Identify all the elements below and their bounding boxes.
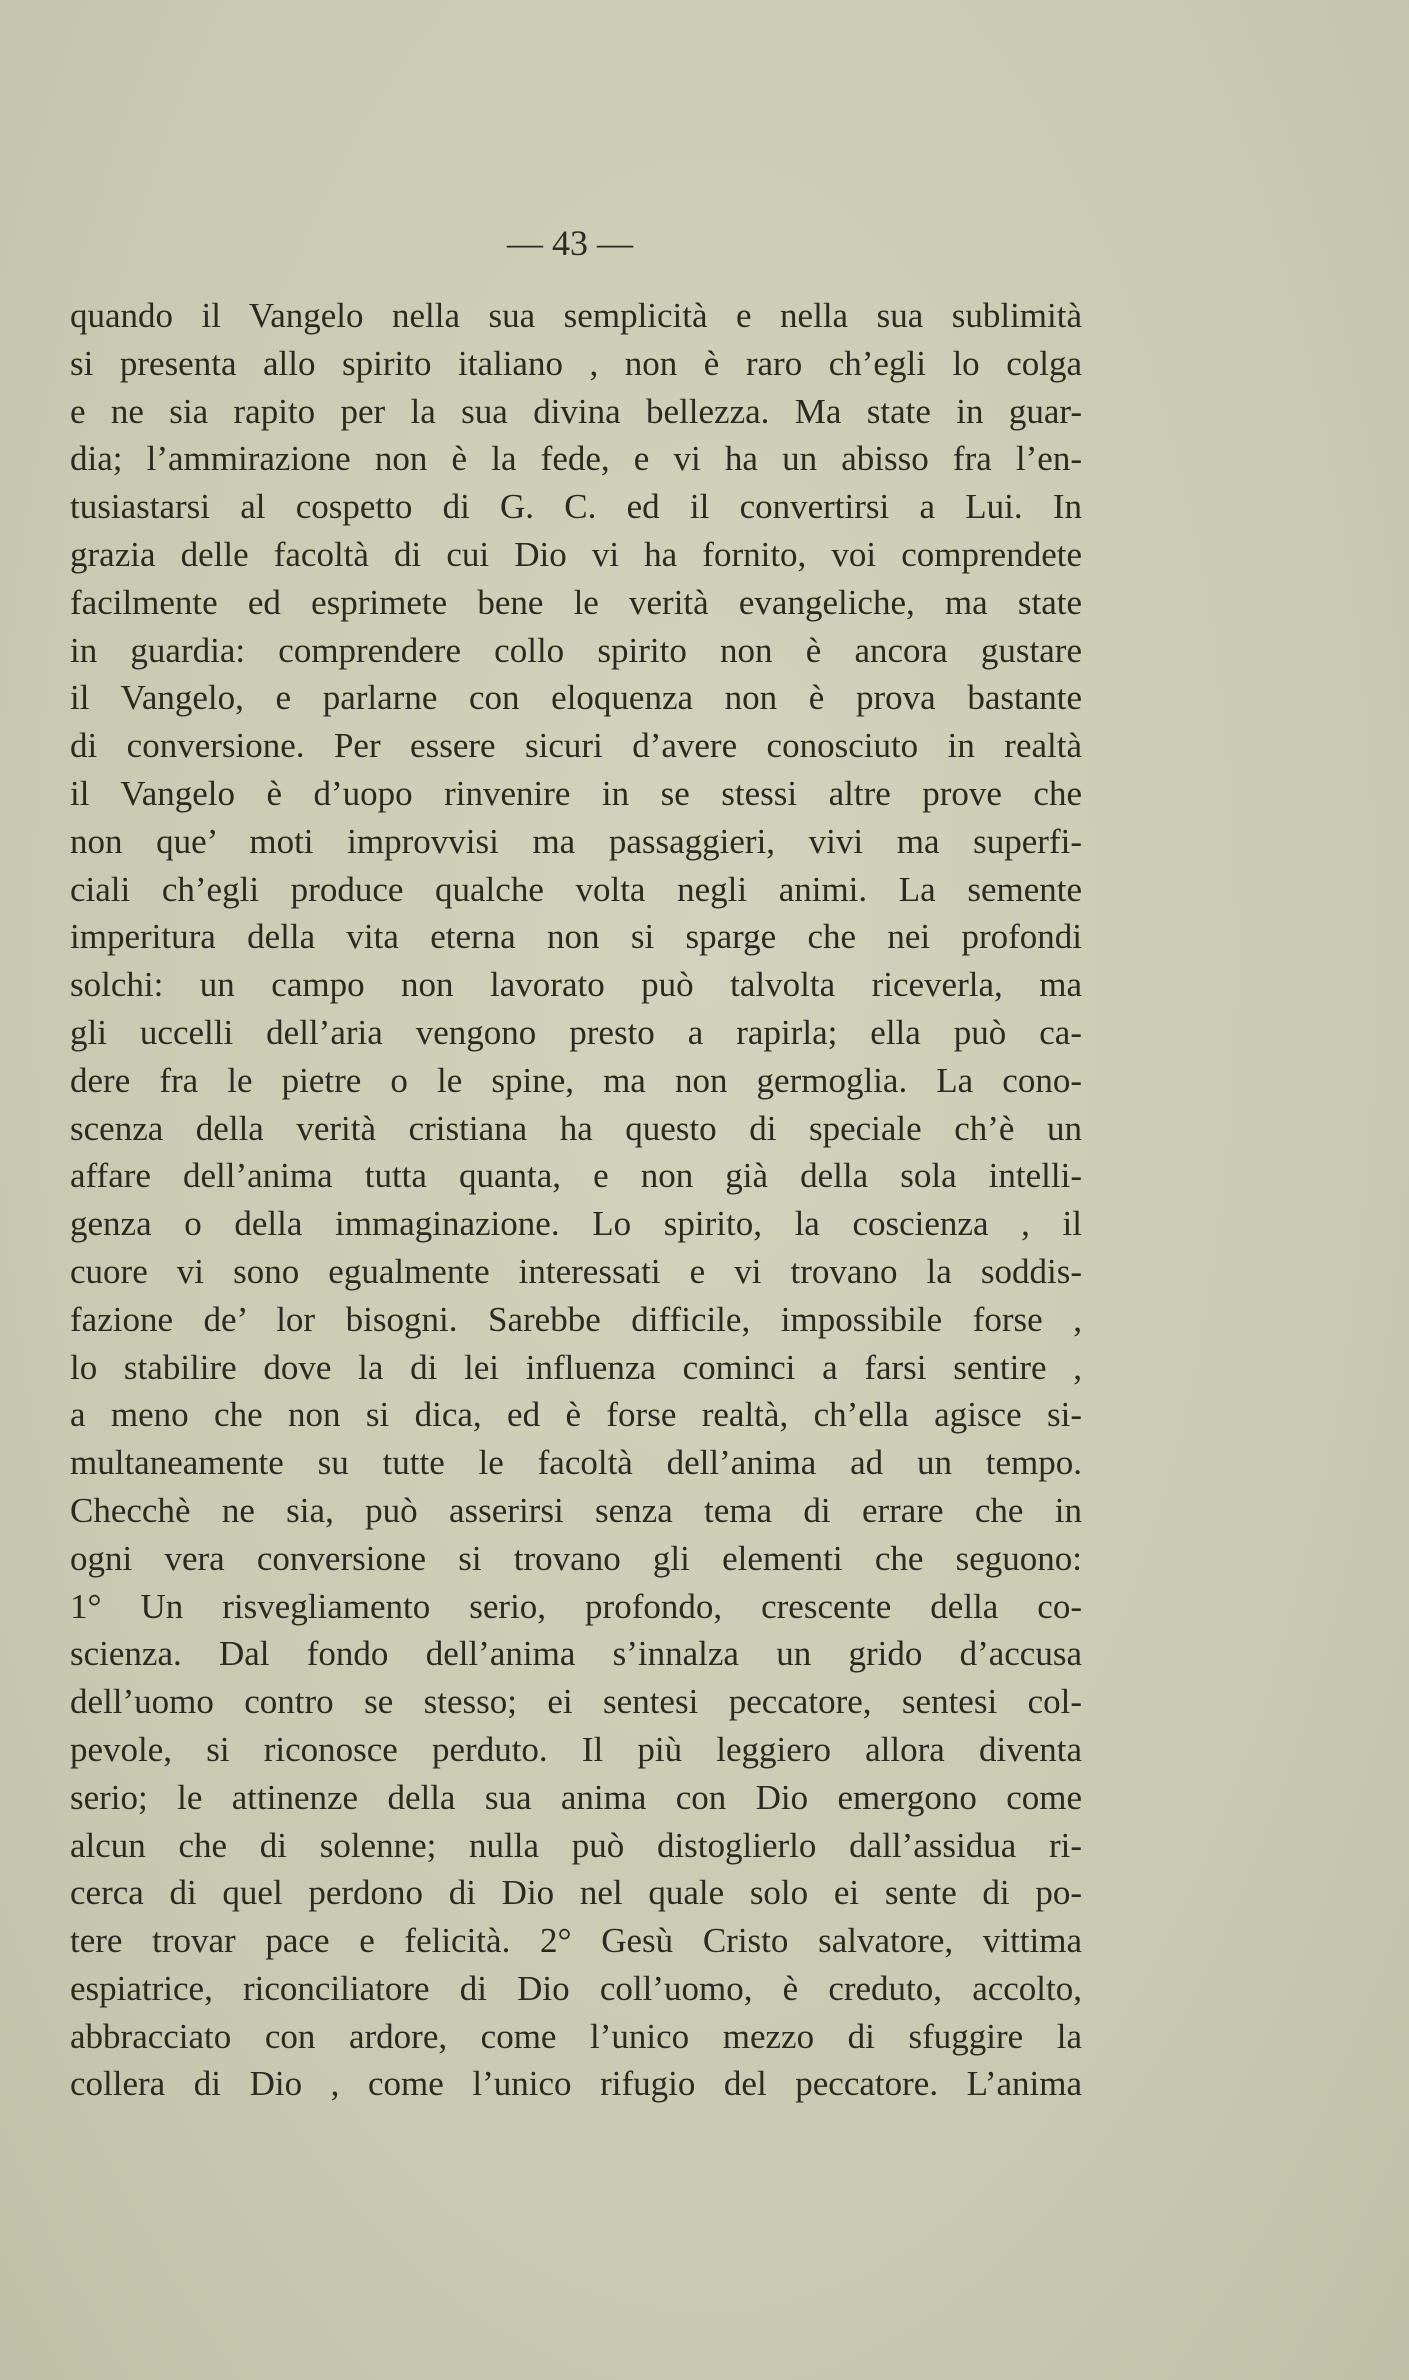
text-line: non que’ moti improvvisi ma passaggieri, vivi ma superfi- bbox=[70, 821, 1082, 861]
page-number: — 43 — bbox=[507, 223, 633, 263]
text-line: in guardia: comprendere collo spirito non è ancora gustare bbox=[70, 630, 1082, 670]
text-line: cuore vi sono egualmente interessati e vi trovano la soddis- bbox=[70, 1251, 1082, 1291]
text-line: si presenta allo spirito italiano , non è raro ch’egli lo colga bbox=[70, 343, 1082, 383]
body-text bbox=[70, 292, 1082, 2108]
text-line: 1° Un risvegliamento serio, profondo, crescente della co- bbox=[70, 1586, 1082, 1626]
text-line: ciali ch’egli produce qualche volta negli animi. La semente bbox=[70, 869, 1082, 909]
text-line: lo stabilire dove la di lei influenza cominci a farsi sentire , bbox=[70, 1347, 1082, 1387]
text-line: di conversione. Per essere sicuri d’avere conosciuto in realtà bbox=[70, 726, 1082, 766]
text-line: solchi: un campo non lavorato può talvolta riceverla, ma bbox=[70, 965, 1082, 1005]
text-line: e ne sia rapito per la sua divina bellezza. Ma state in guar- bbox=[70, 391, 1082, 431]
text-line: il Vangelo è d’uopo rinvenire in se stessi altre prove che bbox=[70, 773, 1082, 813]
text-line: grazia delle facoltà di cui Dio vi ha fornito, voi comprendete bbox=[70, 534, 1082, 574]
text-line: abbracciato con ardore, come l’unico mezzo di sfuggire la bbox=[70, 2016, 1082, 2056]
text-line: cerca di quel perdono di Dio nel quale solo ei sente di po- bbox=[70, 1873, 1082, 1913]
text-line: gli uccelli dell’aria vengono presto a rapirla; ella può ca- bbox=[70, 1012, 1082, 1052]
text-line: espiatrice, riconciliatore di Dio coll’uomo, è creduto, accolto, bbox=[70, 1968, 1082, 2008]
text-line: Checchè ne sia, può asserirsi senza tema di errare che in bbox=[70, 1490, 1082, 1530]
text-line: scienza. Dal fondo dell’anima s’innalza un grido d’accusa bbox=[70, 1634, 1082, 1674]
text-line: genza o della immaginazione. Lo spirito, la coscienza , il bbox=[70, 1204, 1082, 1244]
text-line: il Vangelo, e parlarne con eloquenza non è prova bastante bbox=[70, 678, 1082, 718]
text-line: tere trovar pace e felicità. 2° Gesù Cristo salvatore, vittima bbox=[70, 1921, 1082, 1961]
text-line: affare dell’anima tutta quanta, e non già della sola intelli- bbox=[70, 1156, 1082, 1196]
text-line: serio; le attinenze della sua anima con Dio emergono come bbox=[70, 1777, 1082, 1817]
text-line: a meno che non si dica, ed è forse realtà, ch’ella agisce si- bbox=[70, 1395, 1082, 1435]
text-line: dell’uomo contro se stesso; ei sentesi peccatore, sentesi col- bbox=[70, 1682, 1082, 1722]
text-line: scenza della verità cristiana ha questo di speciale ch’è un bbox=[70, 1108, 1082, 1148]
text-line: pevole, si riconosce perduto. Il più leggiero allora diventa bbox=[70, 1729, 1082, 1769]
text-line: imperitura della vita eterna non si sparge che nei profondi bbox=[70, 917, 1082, 957]
text-line: quando il Vangelo nella sua semplicità e nella sua sublimità bbox=[70, 296, 1082, 335]
text-line: collera di Dio , come l’unico rifugio del peccatore. L’anima bbox=[70, 2064, 1082, 2104]
text-line: facilmente ed esprimete bene le verità evangeliche, ma state bbox=[70, 582, 1082, 622]
text-line: dia; l’ammirazione non è la fede, e vi ha un abisso fra l’en- bbox=[70, 439, 1082, 479]
text-line: alcun che di solenne; nulla può distoglierlo dall’assidua ri- bbox=[70, 1825, 1082, 1865]
text-line: dere fra le pietre o le spine, ma non germoglia. La cono- bbox=[70, 1060, 1082, 1100]
text-line: multaneamente su tutte le facoltà dell’anima ad un tempo. bbox=[70, 1443, 1082, 1483]
text-line: fazione de’ lor bisogni. Sarebbe difficile, impossibile forse , bbox=[70, 1299, 1082, 1339]
text-line: tusiastarsi al cospetto di G. C. ed il convertirsi a Lui. In bbox=[70, 487, 1082, 527]
text-line: ogni vera conversione si trovano gli elementi che seguono: bbox=[70, 1538, 1082, 1578]
